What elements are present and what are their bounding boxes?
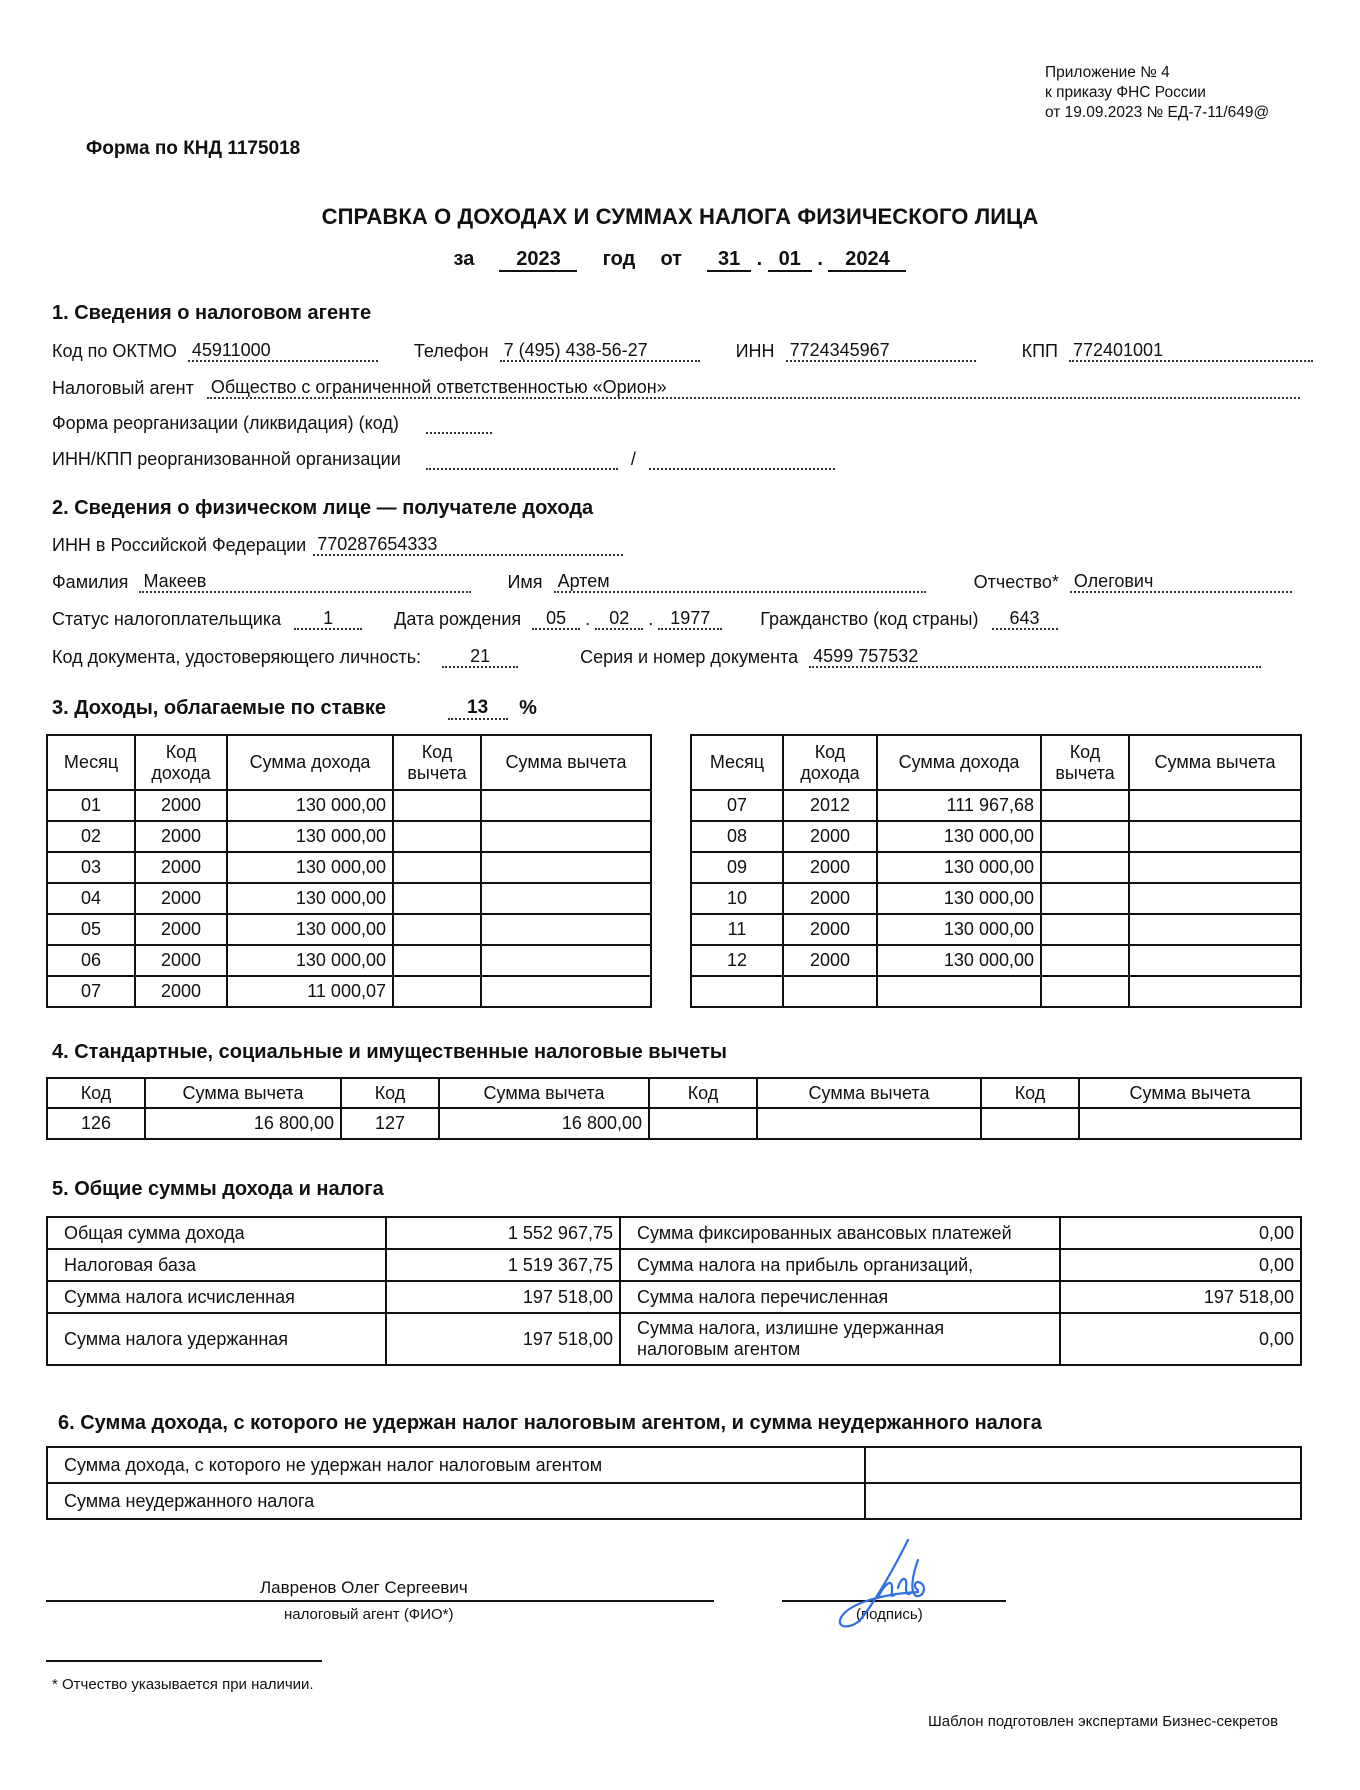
cell-ded-sum	[1129, 914, 1301, 945]
cell-ded-code	[393, 821, 481, 852]
footnote-divider	[46, 1660, 322, 1662]
col-sum: Сумма вычета	[757, 1078, 981, 1108]
reorg-inn-field[interactable]	[426, 468, 618, 470]
kpp-field[interactable]: 772401001	[1069, 340, 1313, 362]
cell-ded-code	[1041, 852, 1129, 883]
cell-ded-sum	[1129, 852, 1301, 883]
slash: /	[630, 449, 636, 469]
person-inn-row	[52, 534, 623, 556]
cell-ded-sum: 16 800,00	[145, 1108, 341, 1139]
table-row	[691, 821, 1301, 852]
cell-ded-code	[393, 883, 481, 914]
total-income-label: Общая сумма дохода	[47, 1217, 386, 1249]
cell-sum: 130 000,00	[877, 852, 1041, 883]
cell-code: 2000	[135, 976, 227, 1007]
name-label: Имя	[507, 572, 543, 592]
section3-title: 3. Доходы, облагаемые по ставке	[52, 697, 387, 719]
section5-heading: 5. Общие суммы дохода и налога	[52, 1178, 384, 1200]
phone-label: Телефон	[413, 341, 489, 361]
agent-name-field[interactable]: Общество с ограниченной ответственностью «Орион»	[207, 377, 1300, 399]
rate-field[interactable]: 13	[448, 698, 508, 720]
table-row	[691, 976, 1301, 1007]
tax-base-label: Налоговая база	[47, 1249, 386, 1281]
cell-month: 09	[691, 852, 783, 883]
surname-label: Фамилия	[52, 572, 129, 592]
table-row	[47, 852, 651, 883]
date-dot: .	[648, 609, 654, 629]
tax-calculated-label: Сумма налога исчисленная	[47, 1281, 386, 1313]
date-year: 2024	[828, 248, 906, 272]
cell-code: 2000	[783, 852, 877, 883]
cell-ded-code	[1041, 914, 1129, 945]
section1-heading: 1. Сведения о налоговом агенте	[52, 302, 372, 324]
cell-sum: 111 967,68	[877, 790, 1041, 821]
cell-ded-code	[1041, 883, 1129, 914]
cell-ded-code	[393, 976, 481, 1007]
table-row	[47, 1217, 1301, 1249]
agent-fio: Лавренов Олег Сергеевич	[260, 1578, 468, 1597]
tax-calculated-value: 197 518,00	[386, 1281, 620, 1313]
tax-overwithheld-label: Сумма налога, излишне удержанная налоговым агентом	[620, 1313, 1060, 1365]
tax-withheld-value: 197 518,00	[386, 1313, 620, 1365]
cell-ded-code: 127	[341, 1108, 439, 1139]
reporting-period: за 2023 год от 31 . 01 . 2024	[0, 248, 1360, 272]
cell-ded-sum	[481, 914, 651, 945]
table-row	[47, 1108, 1301, 1139]
citizenship-label: Гражданство (код страны)	[760, 609, 979, 629]
cell-code: 2000	[783, 821, 877, 852]
fio-caption: налоговый агент (ФИО*)	[284, 1606, 454, 1623]
cell-code: 2000	[135, 945, 227, 976]
status-label: Статус налогоплательщика	[52, 609, 282, 629]
cell-month: 06	[47, 945, 135, 976]
period-year: 2023	[499, 248, 577, 272]
cell-ded-code	[1041, 790, 1129, 821]
person-inn-field[interactable]: 770287654333	[313, 534, 623, 556]
cell-ded-code	[393, 790, 481, 821]
cell-ded-sum	[757, 1108, 981, 1139]
template-credit: Шаблон подготовлен экспертами Бизнес-секретов	[928, 1713, 1279, 1730]
oktmo-label: Код по ОКТМО	[52, 341, 177, 361]
cell-ded-sum	[1129, 945, 1301, 976]
cell-ded-sum	[1129, 883, 1301, 914]
patronymic-label: Отчество*	[973, 572, 1059, 592]
agent-inn-label: ИНН	[735, 341, 775, 361]
cell-code: 2000	[135, 790, 227, 821]
cell-code: 2000	[783, 883, 877, 914]
deductions-header-row	[47, 1078, 1301, 1108]
table-row	[691, 914, 1301, 945]
unwithheld-income-label: Сумма дохода, с которого не удержан налог налоговым агентом	[47, 1447, 865, 1483]
col-deduction-sum: Сумма вычета	[1129, 735, 1301, 790]
status-field[interactable]: 1	[294, 608, 362, 630]
cell-code: 2000	[783, 945, 877, 976]
cell-code: 2000	[783, 914, 877, 945]
col-code: Код	[341, 1078, 439, 1108]
doc-number-field[interactable]: 4599 757532	[809, 646, 1261, 668]
cell-ded-sum: 16 800,00	[439, 1108, 649, 1139]
handwritten-signature-icon	[820, 1536, 950, 1632]
table-row	[47, 883, 651, 914]
cell-ded-code	[393, 914, 481, 945]
table-row	[47, 1483, 1301, 1519]
cell-month: 08	[691, 821, 783, 852]
za-label: за	[453, 248, 475, 270]
cell-ded-sum	[1129, 790, 1301, 821]
total-income-value: 1 552 967,75	[386, 1217, 620, 1249]
ot-label: от	[660, 248, 682, 270]
cell-month: 11	[691, 914, 783, 945]
profit-tax-label: Сумма налога на прибыль организаций,	[620, 1249, 1060, 1281]
col-income-code: Код дохода	[783, 735, 877, 790]
income-table-left	[46, 734, 652, 1008]
fixed-advance-value: 0,00	[1060, 1217, 1301, 1249]
cell-code: 2000	[135, 914, 227, 945]
cell-code: 2000	[135, 852, 227, 883]
table-row	[47, 1313, 1301, 1365]
totals-table	[46, 1216, 1302, 1366]
cell-code	[783, 976, 877, 1007]
cell-ded-code	[1041, 821, 1129, 852]
agent-inn-field[interactable]: 7724345967	[786, 340, 976, 362]
cell-ded-code	[649, 1108, 757, 1139]
col-deduction-code: Код вычета	[393, 735, 481, 790]
cell-month: 04	[47, 883, 135, 914]
date-dot: .	[585, 609, 591, 629]
annex-line-3: от 19.09.2023 № ЕД-7-11/649@	[1045, 104, 1270, 121]
cell-sum: 130 000,00	[877, 914, 1041, 945]
table-row	[691, 852, 1301, 883]
unwithheld-table	[46, 1446, 1302, 1520]
reorg-innkpp-label: ИНН/КПП реорганизованной организации	[52, 449, 401, 469]
fixed-advance-label: Сумма фиксированных авансовых платежей	[620, 1217, 1060, 1249]
cell-month: 12	[691, 945, 783, 976]
cell-ded-code	[981, 1108, 1079, 1139]
reorg-form-field[interactable]	[426, 432, 492, 434]
cell-ded-sum	[1129, 976, 1301, 1007]
cell-sum	[877, 976, 1041, 1007]
col-deduction-code: Код вычета	[1041, 735, 1129, 790]
income-header-row	[47, 735, 651, 790]
birth-month-field[interactable]: 02	[595, 608, 643, 630]
cell-code: 2000	[135, 821, 227, 852]
col-month: Месяц	[691, 735, 783, 790]
table-row	[47, 821, 651, 852]
table-row	[47, 790, 651, 821]
col-code: Код	[981, 1078, 1079, 1108]
reorg-innkpp-row	[52, 449, 835, 470]
table-row	[691, 790, 1301, 821]
tax-transferred-value: 197 518,00	[1060, 1281, 1301, 1313]
annex-line-1: Приложение № 4	[1045, 64, 1170, 81]
cell-ded-sum	[1129, 821, 1301, 852]
cell-sum: 130 000,00	[227, 821, 393, 852]
deductions-table	[46, 1077, 1302, 1140]
cell-sum: 130 000,00	[877, 883, 1041, 914]
section3-heading	[52, 697, 537, 720]
reorg-form-row	[52, 413, 492, 434]
cell-ded-sum	[481, 945, 651, 976]
col-sum: Сумма вычета	[1079, 1078, 1301, 1108]
birth-year-field[interactable]: 1977	[658, 608, 722, 630]
tax-withheld-label: Сумма налога удержанная	[47, 1313, 386, 1365]
footnote: * Отчество указывается при наличии.	[52, 1676, 314, 1693]
agent-name-row	[52, 377, 1300, 399]
reorg-form-label: Форма реорганизации (ликвидация) (код)	[52, 413, 399, 433]
patronymic-field[interactable]: Олегович	[1070, 571, 1292, 593]
tax-base-value: 1 519 367,75	[386, 1249, 620, 1281]
col-income-sum: Сумма дохода	[227, 735, 393, 790]
unwithheld-tax-value	[865, 1483, 1301, 1519]
cell-month: 05	[47, 914, 135, 945]
col-income-sum: Сумма дохода	[877, 735, 1041, 790]
table-row	[47, 1249, 1301, 1281]
annex-line-2: к приказу ФНС России	[1045, 84, 1206, 101]
annex-reference	[1045, 63, 1269, 123]
col-income-code: Код дохода	[135, 735, 227, 790]
cell-month: 03	[47, 852, 135, 883]
doc-code-label: Код документа, удостоверяющего личность:	[52, 647, 422, 667]
cell-sum: 130 000,00	[877, 821, 1041, 852]
income-header-row	[691, 735, 1301, 790]
doc-number-label: Серия и номер документа	[580, 647, 799, 667]
cell-ded-code	[1041, 945, 1129, 976]
cell-month: 01	[47, 790, 135, 821]
cell-ded-code	[393, 852, 481, 883]
citizenship-field[interactable]: 643	[992, 608, 1058, 630]
cell-sum: 130 000,00	[227, 945, 393, 976]
cell-sum: 11 000,07	[227, 976, 393, 1007]
date-day: 31	[707, 248, 751, 272]
cell-sum: 130 000,00	[227, 914, 393, 945]
cell-month	[691, 976, 783, 1007]
cell-ded-sum	[481, 790, 651, 821]
section2-heading: 2. Сведения о физическом лице — получателе дохода	[52, 497, 594, 519]
unwithheld-tax-label: Сумма неудержанного налога	[47, 1483, 865, 1519]
cell-month: 07	[47, 976, 135, 1007]
table-row	[47, 1281, 1301, 1313]
cell-month: 02	[47, 821, 135, 852]
cell-sum: 130 000,00	[227, 852, 393, 883]
tax-transferred-label: Сумма налога перечисленная	[620, 1281, 1060, 1313]
col-code: Код	[47, 1078, 145, 1108]
col-sum: Сумма вычета	[439, 1078, 649, 1108]
income-table-right	[690, 734, 1302, 1008]
cell-code: 2012	[783, 790, 877, 821]
percent-sign: %	[519, 697, 537, 719]
person-inn-label: ИНН в Российской Федерации	[52, 535, 307, 555]
fio-line	[46, 1600, 714, 1602]
cell-ded-sum	[1079, 1108, 1301, 1139]
date-month: 01	[768, 248, 812, 272]
name-field[interactable]: Артем	[554, 571, 926, 593]
birth-label: Дата рождения	[394, 609, 522, 629]
cell-ded-sum	[481, 976, 651, 1007]
cell-month: 10	[691, 883, 783, 914]
doc-code-field[interactable]: 21	[442, 646, 518, 668]
oktmo-field[interactable]: 45911000	[188, 340, 378, 362]
table-row	[47, 914, 651, 945]
col-sum: Сумма вычета	[145, 1078, 341, 1108]
phone-field[interactable]: 7 (495) 438-56-27	[500, 340, 700, 362]
form-code: Форма по КНД 1175018	[86, 138, 301, 159]
table-row	[47, 945, 651, 976]
cell-code: 2000	[135, 883, 227, 914]
surname-field[interactable]: Макеев	[139, 571, 471, 593]
cell-sum: 130 000,00	[227, 883, 393, 914]
agent-label: Налоговый агент	[52, 378, 194, 398]
profit-tax-value: 0,00	[1060, 1249, 1301, 1281]
cell-sum: 130 000,00	[877, 945, 1041, 976]
tax-overwithheld-value: 0,00	[1060, 1313, 1301, 1365]
col-code: Код	[649, 1078, 757, 1108]
cell-ded-sum	[481, 883, 651, 914]
table-row	[47, 1447, 1301, 1483]
col-month: Месяц	[47, 735, 135, 790]
cell-month: 07	[691, 790, 783, 821]
unwithheld-income-value	[865, 1447, 1301, 1483]
god-label: год	[602, 248, 636, 270]
cell-ded-code	[1041, 976, 1129, 1007]
table-row	[691, 945, 1301, 976]
section4-heading: 4. Стандартные, социальные и имущественные налоговые вычеты	[52, 1041, 727, 1063]
cell-ded-code: 126	[47, 1108, 145, 1139]
table-row	[691, 883, 1301, 914]
col-deduction-sum: Сумма вычета	[481, 735, 651, 790]
cell-sum: 130 000,00	[227, 790, 393, 821]
table-row	[47, 976, 651, 1007]
kpp-label: КПП	[1021, 341, 1058, 361]
person-doc-row	[52, 646, 1261, 668]
person-status-row	[52, 608, 1058, 630]
person-name-row	[52, 571, 1292, 593]
cell-ded-sum	[481, 821, 651, 852]
reorg-kpp-field[interactable]	[649, 468, 835, 470]
birth-day-field[interactable]: 05	[532, 608, 580, 630]
cell-ded-sum	[481, 852, 651, 883]
document-title: СПРАВКА О ДОХОДАХ И СУММАХ НАЛОГА ФИЗИЧЕСКОГО ЛИЦА	[321, 204, 1039, 229]
signature-caption: (подпись)	[856, 1606, 923, 1623]
cell-ded-code	[393, 945, 481, 976]
section6-heading: 6. Сумма дохода, с которого не удержан налог налоговым агентом, и сумма неудержанного налога	[58, 1412, 1042, 1434]
agent-codes-row	[52, 340, 1313, 362]
